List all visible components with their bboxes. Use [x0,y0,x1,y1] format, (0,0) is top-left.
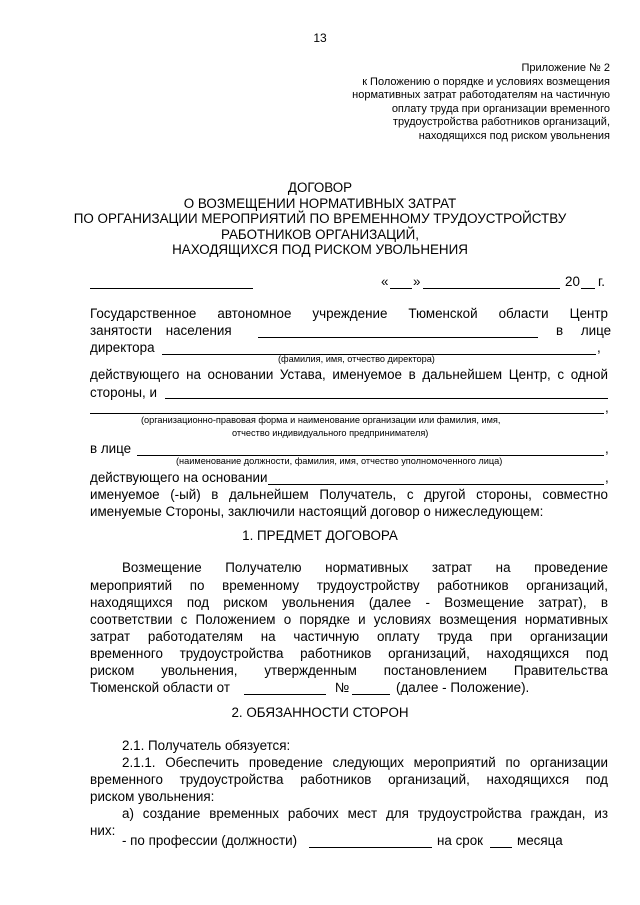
appendix-line: трудоустройства работников организаций, [392,116,610,129]
appendix-line: к Положению о порядке и условиях возмещения [362,75,610,88]
appendix-line: находящихся под риском увольнения [418,129,610,142]
recipient-name-blank-2 [90,413,604,414]
section2-line: них: [90,823,116,838]
parties-line: в лице [556,323,612,338]
field-note: (организационно-правовая форма и наименование организации или фамилия, имя, [141,415,501,425]
section2-line: 2.1.1. Обеспечить проведение следующих мероприятий по организации [122,755,608,770]
document-title [0,180,640,258]
section1-line: соответствии с Положением о порядке и условиях возмещения нормативных [90,612,608,627]
title-line: ДОГОВОР [287,180,353,195]
section1-line: находящихся под риском увольнения (далее - Возмещение затрат), в [90,595,608,610]
place-blank [90,288,253,289]
section1-line: затрат работодателям на частичную оплату труда при организации [90,629,608,644]
parties-line: действующего на основании Устава, именуемое в дальнейшем Центр, с одной [90,367,608,382]
month-blank [423,288,560,289]
parties-line: Государственное автономное учреждение Тюменской области Центр [90,306,608,321]
parties-line: именуемые Стороны, заключили настоящий договор о нижеследующем: [90,504,544,519]
parties-line: занятости населения [90,323,232,338]
parties-line: действующего на основании [90,470,268,485]
date-close-quote: » [413,274,421,289]
comma: , [605,400,609,415]
year-prefix: 20 [565,274,580,289]
term-label: на срок [437,833,484,848]
comma: , [605,470,609,485]
comma: , [605,441,609,456]
field-note: (фамилия, имя, отчество директора) [278,354,435,364]
date-open-quote: « [381,274,389,289]
parties-line: директора [90,340,155,355]
profession-blank [309,847,432,848]
section2-paragraph: 2.1. Получатель обязуется: [122,738,291,753]
recipient-name-blank [165,398,608,399]
title-line: НАХОДЯЩИХСЯ ПОД РИСКОМ УВОЛЬНЕНИЯ [172,242,468,258]
section-heading: 1. ПРЕДМЕТ ДОГОВОРА [242,528,398,543]
section1-line: Возмещение Получателю нормативных затрат на проведение [122,560,608,575]
title-line: ПО ОРГАНИЗАЦИИ МЕРОПРИЯТИЙ ПО ВРЕМЕННОМУ ТРУДОУСТРОЙСТВУ [73,211,567,227]
section2-line: - по профессии (должности) [122,833,298,848]
year-blank [581,288,595,289]
number-sign: № [335,680,350,695]
year-suffix: г. [598,274,605,289]
parties-line: именуемое (-ый) в дальнейшем Получатель, с другой стороны, совместно [90,487,608,502]
title-line: РАБОТНИКОВ ОРГАНИЗАЦИЙ, [220,226,420,242]
section1-line: Тюменской области от [90,680,230,695]
parties-line: в лице [90,441,132,456]
comma: , [597,340,601,355]
section1-line: временного трудоустройства работников организаций, находящихся под [90,646,608,661]
parties-line: стороны, и [90,385,157,400]
section1-line-end: (далее - Положение). [396,680,530,695]
section1-line: риском увольнения, утвержденным постановлением Правительства [90,663,608,678]
term-blank [490,847,512,848]
page-number: 13 [313,31,327,45]
section2-line: риском увольнения: [90,789,215,804]
day-blank [390,288,412,289]
appendix-reference [352,62,610,144]
center-name-blank [258,337,538,338]
section2-line: временного трудоустройства работников организаций, находящихся под [90,772,608,787]
title-line: О ВОЗМЕЩЕНИИ НОРМАТИВНЫХ ЗАТРАТ [183,195,457,211]
field-note: отчество индивидуального предпринимателя) [232,428,429,438]
months-label: месяца [517,833,563,848]
basis-blank [268,484,604,485]
section1-line: мероприятий по временному трудоустройству работников организаций, [90,578,608,593]
section-heading: 2. ОБЯЗАННОСТИ СТОРОН [231,705,409,720]
resolution-number-blank [352,694,390,695]
appendix-line: нормативных затрат работодателям на частичную [352,89,610,102]
appendix-line: Приложение № 2 [521,62,610,74]
resolution-date-blank [244,694,326,695]
appendix-line: оплату труда при организации временного [391,102,610,115]
field-note: (наименование должности, фамилия, имя, отчество уполномоченного лица) [176,456,503,466]
section2-line: а) создание временных рабочих мест для трудоустройства граждан, из [122,806,608,821]
